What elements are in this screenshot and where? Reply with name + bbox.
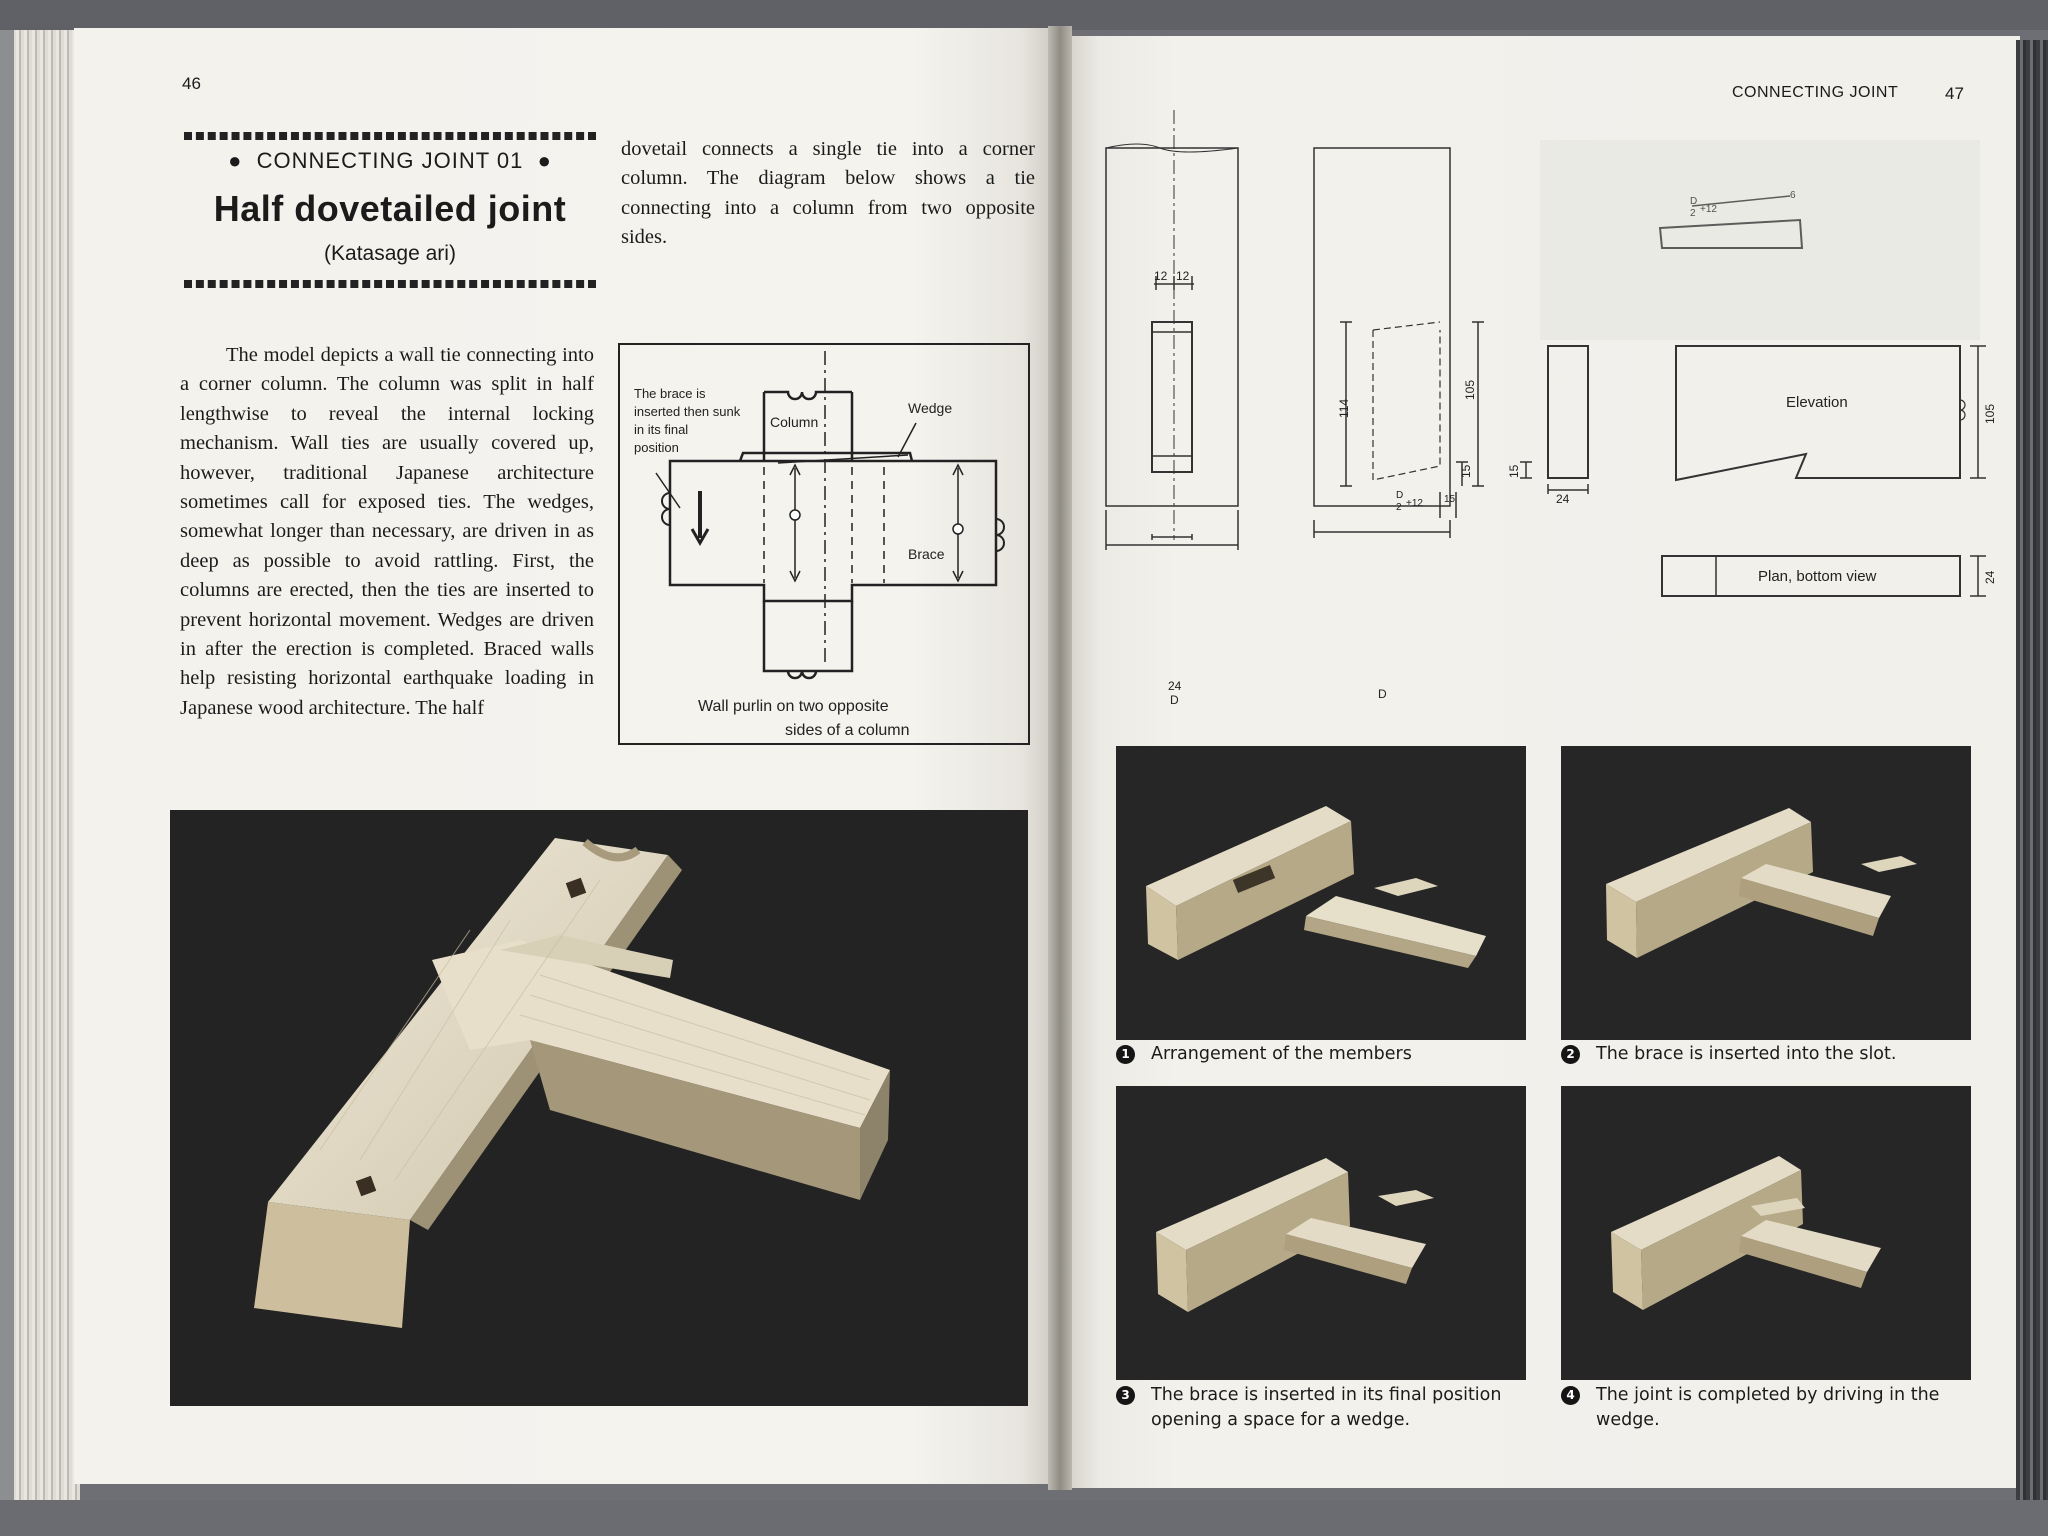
step-2-photo [1561,746,1971,1040]
dim-d-1: D [1170,693,1179,707]
step-number-badge: 1 [1116,1045,1135,1064]
kicker-text: CONNECTING JOINT 01 [256,148,524,173]
diagram-note-4: position [634,440,679,455]
step-3-caption-line-1: The brace is inserted in its final position [1151,1385,1502,1405]
brace-label: Brace [908,546,945,562]
book-cover-edge [2016,40,2048,1500]
page-title: Half dovetailed joint [213,188,567,229]
formula-denominator: 2 [1396,502,1402,513]
step-4-caption-line-2: wedge. [1596,1410,1660,1430]
diagram-note-2: inserted then sunk [634,404,741,419]
step-4-caption-line-1: The joint is completed by driving in the [1596,1385,1940,1405]
title-rule-top [184,132,596,140]
page-subtitle: (Katasage ari) [324,242,456,265]
column-side-view [1314,148,1450,506]
dim-105-b: 105 [1983,403,1997,424]
dim-15-c: 15 [1444,494,1456,505]
bullet-dot-icon: ● [537,148,552,173]
step-1-caption [1116,1042,1536,1067]
body-text-column-1: The model depicts a wall tie connecting into a corner column. The column was split in half lengthwise to reveal the internal locking mechanism. Wall ties are usually covered up, however, traditional Japanese architecture sometimes call for exposed ties. The wedges, somewhat longer than necessary, are driven in as deep as possible to avoid rattling. First, the columns are erected, then the ties are inserted to prevent horizontal movement. Wedges are driven in after the erection is completed. Braced walls help resisting horizontal earthquake loading in Japanese wood architecture. The half [180,344,594,719]
technical-drawing [1090,100,1997,720]
step-2-caption-text: The brace is inserted into the slot. [1596,1044,1897,1064]
title-rule-bottom [184,280,596,288]
diagram-caption-line-1: Wall purlin on two opposite [698,698,889,715]
dim-6: 6 [1790,190,1796,201]
formula-plus-12: +12 [1406,498,1423,509]
scan-background-bottom [0,1500,2048,1536]
dim-24-c: 24 [1983,570,1997,584]
running-head: CONNECTING JOINT [1732,84,1899,101]
plan-label: Plan, bottom view [1758,568,1877,585]
book-page-edges [0,30,80,1500]
column-label: Column [770,414,819,430]
scan-background-top [0,0,2048,30]
diagram-note-3: in its final [634,422,689,437]
leader-line [656,473,680,508]
step-3-photo [1116,1086,1526,1380]
bullet-dot-icon: ● [228,148,243,173]
elevation-label: Elevation [1786,394,1848,411]
joint-kicker [184,148,596,174]
diagram-note-1: The brace is [634,386,706,401]
dim-114: 114 [1337,398,1351,418]
step-3-caption-line-2: opening a space for a wedge. [1151,1410,1411,1430]
step-3-caption [1116,1383,1556,1433]
formula-numerator: D [1396,490,1404,501]
column-brace-diagram [618,343,1030,745]
step-4-caption [1561,1383,1981,1433]
dim-24-b: 24 [1556,492,1570,506]
formula2-plus-12: +12 [1700,204,1717,215]
dim-d-2: D [1378,687,1387,701]
step-number-badge: 2 [1561,1045,1580,1064]
dim-15-a: 15 [1459,464,1473,478]
dim-24-a: 24 [1168,679,1182,693]
wedge-label: Wedge [908,400,953,416]
formula2-numerator: D [1690,196,1698,207]
step-number-badge: 4 [1561,1386,1580,1405]
dim-15-b: 15 [1507,464,1521,478]
brace-outline [670,461,996,601]
dim-12-b: 12 [1176,269,1190,283]
step-4-photo [1561,1086,1971,1380]
step-1-photo [1116,746,1526,1040]
step-number-badge: 3 [1116,1386,1135,1405]
page-number-right: 47 [1945,84,1964,103]
dim-12-a: 12 [1154,269,1168,283]
book-gutter [1048,26,1072,1490]
step-2-caption [1561,1042,1981,1067]
formula2-denominator: 2 [1690,208,1696,219]
diagram-caption-line-2: sides of a column [785,722,910,739]
page-number-left: 46 [182,74,201,93]
column-front-view [1106,148,1238,506]
main-joint-photo [170,810,1028,1406]
column-bottom [764,601,852,678]
body-text-column-2: dovetail connects a single tie into a corner column. The diagram below shows a tie connecting into a column from two opposite sides. [621,138,1035,249]
step-1-caption-text: Arrangement of the members [1151,1044,1412,1064]
dim-105-a: 105 [1463,379,1477,400]
